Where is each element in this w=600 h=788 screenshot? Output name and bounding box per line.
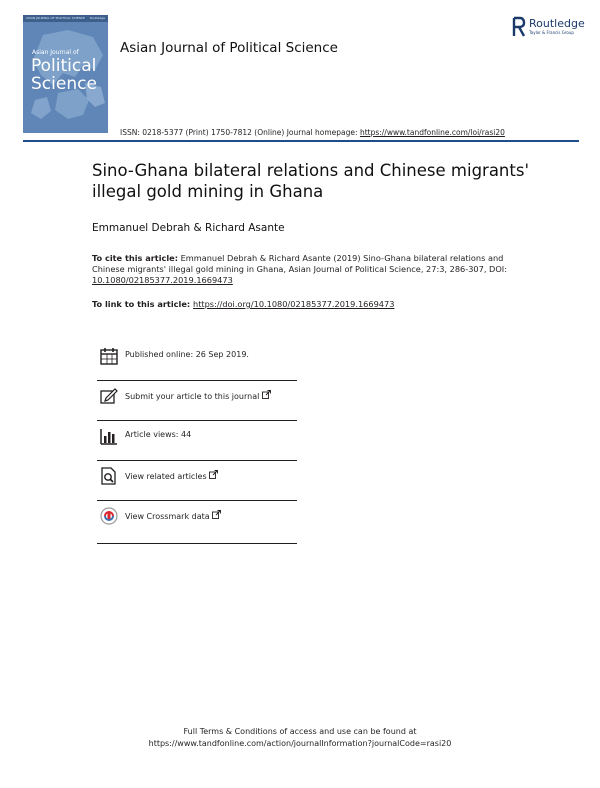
header-rule: [23, 140, 579, 142]
citation-label: To cite this article:: [92, 253, 178, 263]
cover-top-left: ASIAN JOURNAL OF POLITICAL SCIENCE: [26, 16, 85, 20]
views-row: [97, 420, 297, 460]
article-title: Sino-Ghana bilateral relations and Chinese migrants' illegal gold mining in Ghana: [92, 161, 529, 201]
crossmark-row[interactable]: [97, 500, 297, 540]
issn-line: [120, 128, 505, 137]
published-date: Published online: 26 Sep 2019.: [125, 350, 249, 359]
routledge-logo: [512, 16, 526, 38]
citation-text: Emmanuel Debrah & Richard Asante (2019) Sino-Ghana bilateral relations and Chinese migrants' illegal gold mining in Ghana, Asian Journal of Political Science, 27:3, 286-307, DOI:: [92, 253, 507, 274]
article-authors: Emmanuel Debrah & Richard Asante: [92, 222, 285, 234]
related-articles-label: View related articles: [125, 472, 207, 481]
related-row[interactable]: [97, 460, 297, 500]
article-link-line: [92, 299, 394, 309]
link-label: To link to this article:: [92, 299, 193, 309]
publisher-sub: Taylor & Francis Group: [529, 30, 574, 35]
crossmark-label: View Crossmark data: [125, 512, 210, 521]
submit-article-label: Submit your article to this journal: [125, 392, 260, 401]
published-row: [97, 340, 297, 380]
divider: [97, 543, 297, 544]
journal-title: Asian Journal of Political Science: [120, 40, 338, 56]
bar-chart-icon: [100, 427, 118, 445]
journal-cover: [23, 15, 108, 133]
submit-article-link[interactable]: [125, 390, 271, 401]
external-link-icon: [209, 470, 218, 479]
cover-top-right: Routledge: [89, 16, 105, 20]
issn-text: ISSN: 0218-5377 (Print) 1750-7812 (Online) Journal homepage:: [120, 128, 360, 137]
cover-top-band: [23, 15, 108, 22]
article-views: Article views: 44: [125, 430, 192, 439]
cover-subtitle: Asian Journal of: [32, 49, 79, 56]
cover-title-line2: Science: [31, 74, 97, 94]
external-link-icon: [212, 510, 221, 519]
submit-row[interactable]: [97, 380, 297, 420]
article-doi-link[interactable]: https://doi.org/10.1080/02185377.2019.1669473: [193, 299, 395, 309]
crossmark-link[interactable]: [125, 510, 221, 521]
calendar-icon: [100, 347, 118, 365]
crossmark-icon: [100, 507, 118, 525]
publisher-name: Routledge: [529, 17, 585, 30]
journal-homepage-link[interactable]: https://www.tandfonline.com/loi/rasi20: [359, 128, 505, 137]
footer-terms-link[interactable]: https://www.tandfonline.com/action/journalInformation?journalCode=rasi20: [148, 739, 452, 748]
external-link-icon: [262, 390, 271, 399]
related-articles-link[interactable]: [125, 470, 218, 481]
search-document-icon: [100, 467, 118, 485]
cover-title-line1: Political: [31, 56, 97, 76]
citation-doi-link[interactable]: 10.1080/02185377.2019.1669473: [92, 275, 233, 285]
citation-block: [92, 253, 522, 286]
edit-icon: [100, 387, 118, 405]
footer-terms: Full Terms & Conditions of access and use can be found at: [183, 727, 417, 736]
